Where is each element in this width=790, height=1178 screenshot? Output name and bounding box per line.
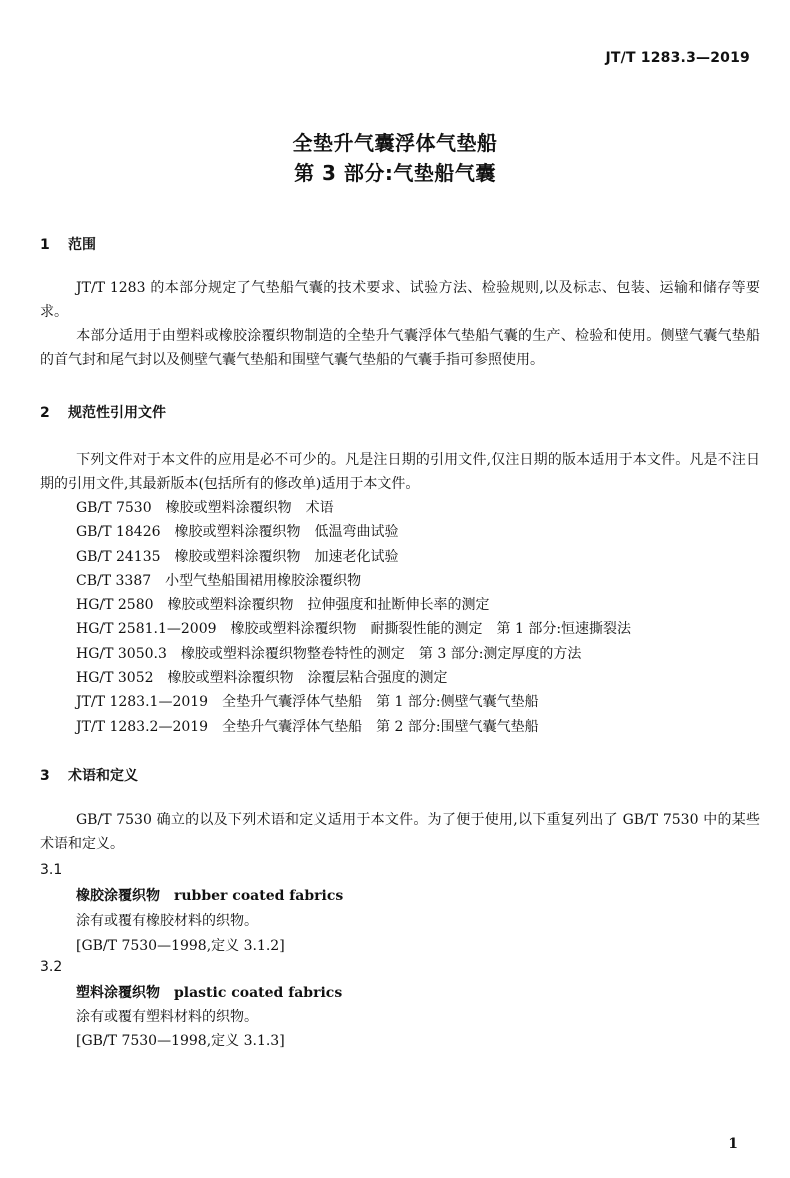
document-title xyxy=(0,128,790,188)
reference-item: CB/T 3387 小型气垫船围裙用橡胶涂覆织物 xyxy=(76,572,362,589)
section-3-paragraph-1: GB/T 7530 确立的以及下列术语和定义适用于本文件。为了便于使用,以下重复列出了 GB/T 7530 中的某些术语和定义。 xyxy=(40,812,760,852)
standard-code: JT/T 1283.3—2019 xyxy=(605,50,750,66)
term-3-1-definition: 涂有或覆有橡胶材料的织物。 xyxy=(76,913,258,929)
term-3-2-title: 塑料涂覆织物 plastic coated fabrics xyxy=(76,985,343,1001)
term-3-1-number: 3.1 xyxy=(40,862,63,878)
term-3-1-source: [GB/T 7530—1998,定义 3.1.2] xyxy=(76,938,285,954)
section-3-heading xyxy=(40,765,138,785)
term-3-2-definition: 涂有或覆有塑料材料的织物。 xyxy=(76,1009,258,1025)
section-2-title: 规范性引用文件 xyxy=(68,405,166,421)
section-1-title: 范围 xyxy=(68,237,96,253)
section-3-title: 术语和定义 xyxy=(68,768,138,784)
title-line-2: 第 3 部分:气垫船气囊 xyxy=(294,161,496,185)
section-2-heading xyxy=(40,402,166,422)
reference-item: GB/T 24135 橡胶或塑料涂覆织物 加速老化试验 xyxy=(76,548,399,565)
page-number: 1 xyxy=(728,1136,738,1152)
section-1-paragraph-2: 本部分适用于由塑料或橡胶涂覆织物制造的全垫升气囊浮体气垫船气囊的生产、检验和使用。侧壁气囊气垫船的首气封和尾气封以及侧壁气囊气垫船和围壁气囊气垫船的气囊手指可参照使用。 xyxy=(40,328,760,368)
section-2-number: 2 xyxy=(40,405,50,421)
title-line-1: 全垫升气囊浮体气垫船 xyxy=(292,131,498,155)
reference-item: GB/T 18426 橡胶或塑料涂覆织物 低温弯曲试验 xyxy=(76,524,399,541)
section-2-paragraph-1: 下列文件对于本文件的应用是必不可少的。凡是注日期的引用文件,仅注日期的版本适用于本文件。凡是不注日期的引用文件,其最新版本(包括所有的修改单)适用于本文件。 xyxy=(40,452,760,492)
section-1-number: 1 xyxy=(40,237,50,253)
reference-item: HG/T 2581.1—2009 橡胶或塑料涂覆织物 耐撕裂性能的测定 第 1 部分:恒速撕裂法 xyxy=(76,621,632,638)
reference-item: JT/T 1283.2—2019 全垫升气囊浮体气垫船 第 2 部分:围壁气囊气垫船 xyxy=(76,718,539,735)
term-3-2-number: 3.2 xyxy=(40,959,63,975)
section-1-heading xyxy=(40,234,96,254)
reference-list xyxy=(76,496,631,739)
reference-item: GB/T 7530 橡胶或塑料涂覆织物 术语 xyxy=(76,500,334,516)
term-3-2-source: [GB/T 7530—1998,定义 3.1.3] xyxy=(76,1033,285,1049)
section-1-paragraph-1: JT/T 1283 的本部分规定了气垫船气囊的技术要求、试验方法、检验规则,以及标志、包装、运输和储存等要求。 xyxy=(40,280,760,320)
reference-item: HG/T 3050.3 橡胶或塑料涂覆织物整卷特性的测定 第 3 部分:测定厚度的方法 xyxy=(76,645,582,662)
section-3-number: 3 xyxy=(40,768,50,784)
term-3-1-title: 橡胶涂覆织物 rubber coated fabrics xyxy=(76,888,344,904)
reference-item: HG/T 3052 橡胶或塑料涂覆织物 涂覆层粘合强度的测定 xyxy=(76,670,448,687)
reference-item: JT/T 1283.1—2019 全垫升气囊浮体气垫船 第 1 部分:侧壁气囊气垫船 xyxy=(76,694,539,711)
reference-item: HG/T 2580 橡胶或塑料涂覆织物 拉伸强度和扯断伸长率的测定 xyxy=(76,597,490,614)
